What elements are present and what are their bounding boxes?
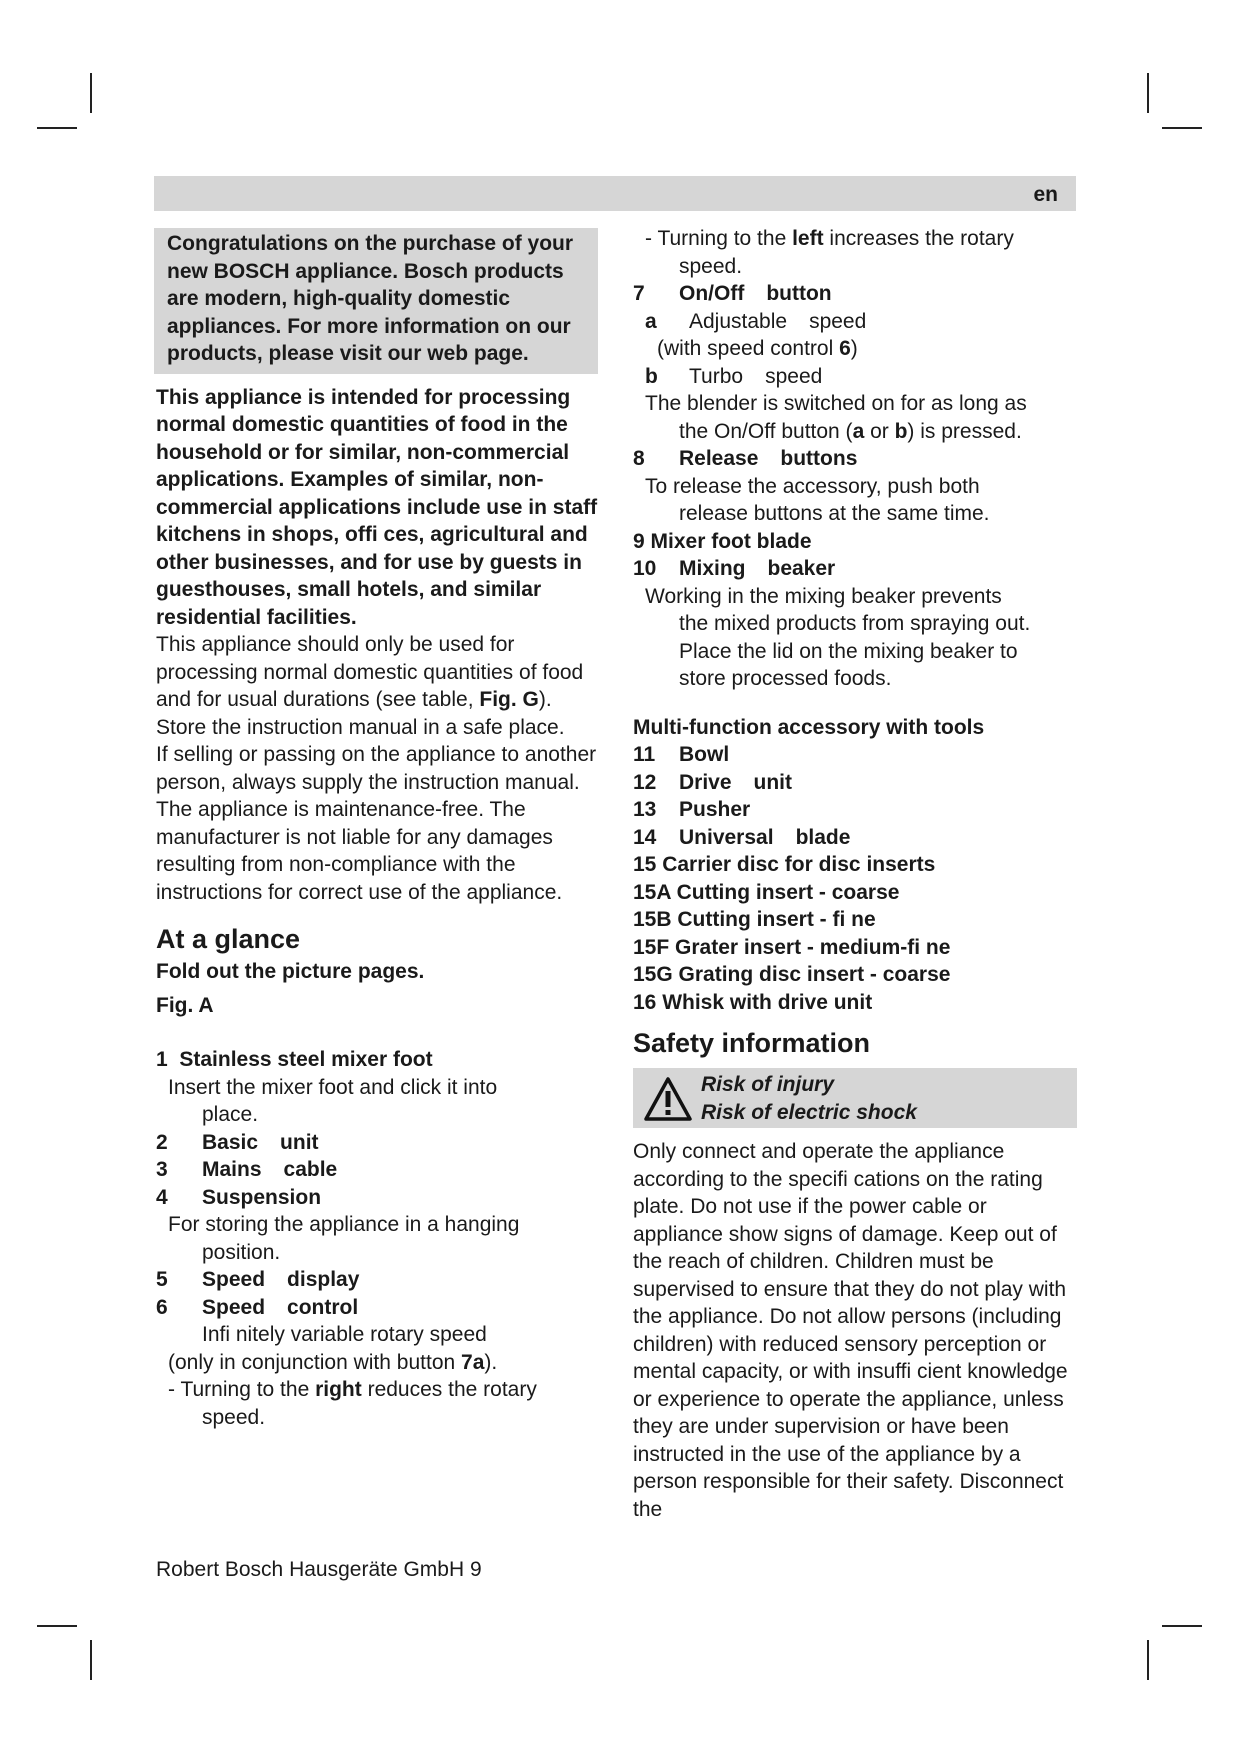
item-10-desc: Working in the mixing beaker prevents	[645, 584, 1002, 608]
crop-mark	[1162, 1625, 1202, 1627]
item-16-title: 16 Whisk with drive unit	[633, 990, 873, 1014]
intro-box: Congratulations on the purchase of your new BOSCH appliance. Bosch products are modern, high-quality domestic appliances. For more information on our products, please visit our web page.	[154, 228, 598, 374]
item-15f-title: 15F Grater insert - medium-fi ne	[633, 935, 951, 959]
crop-mark	[37, 127, 77, 129]
item-15a-title: 15A Cutting insert - coarse	[633, 880, 900, 904]
item-12-title: 12 Drive unit	[633, 770, 793, 794]
item-13-title: 13 Pusher	[633, 798, 751, 821]
crop-mark	[90, 73, 92, 113]
fig-a-label: Fig. A	[156, 993, 214, 1017]
item-15-title: 15 Carrier disc for disc inserts	[633, 853, 936, 876]
safety-text: Only connect and operate the appliance according to the specifi cations on the rating plate. Do not use if the power cable or appliance show signs of damage. Keep out of the reach of children. Children must be supervised to ensure that they do not play with the appliance. Do not allow persons (including children) with reduced sensory perception or mental capacity, or with insuffi cient knowledge or experience to operate the appliance, unless they are under supervision or have been instructed in the use of the appliance by a person responsible for their safety. Disconnect the	[633, 1140, 1068, 1521]
fold-out-note: Fold out the picture pages.	[156, 960, 425, 983]
at-a-glance-heading: At a glance	[156, 924, 301, 954]
warning-triangle-icon	[643, 1076, 693, 1122]
item-6-right-turn-cont: speed.	[202, 1405, 266, 1429]
item-10-desc-2: the mixed products from spraying out.	[679, 612, 1031, 635]
item-14-title: 14 Universal blade	[633, 825, 851, 849]
item-6-right-turn: - Turning to the right reduces the rotary	[168, 1378, 537, 1401]
header-bar	[154, 176, 1076, 211]
warning-electric-shock: Risk of electric shock	[701, 1101, 917, 1124]
item-6-desc: Infi nitely variable rotary speed	[202, 1323, 487, 1346]
item-10-desc-3: Place the lid on the mixing beaker to	[679, 639, 1018, 663]
multi-function-heading: Multi-function accessory with tools	[633, 715, 985, 739]
crop-mark	[90, 1640, 92, 1680]
item-15b-title: 15B Cutting insert - fi ne	[633, 908, 876, 931]
language-label: en	[1033, 183, 1058, 206]
item-7a-note: (with speed control 6)	[657, 337, 858, 360]
left-turn-text: - Turning to the left increases the rotary	[645, 227, 1014, 250]
item-6-title: 6 Speed control	[156, 1295, 359, 1319]
intended-use-text: This appliance is intended for processing normal domestic quantities of food in the household or for similar, non-commercial applications. Examples of similar, non-commercial applications include use in staff kitchens in shops, offi ces, agricultural and other businesses, and for use by guests in guesthouses, small hotels, and similar residential facilities.	[156, 385, 598, 629]
item-7-desc: The blender is switched on for as long as	[645, 392, 1027, 415]
item-4-desc-cont: position.	[202, 1240, 281, 1264]
warning-injury: Risk of injury	[701, 1073, 835, 1096]
crop-mark	[1147, 1640, 1149, 1680]
item-7a: a Adjustable speed	[645, 309, 867, 333]
item-7-desc-cont: the On/Off button (a or b) is pressed.	[679, 419, 1022, 443]
right-column	[633, 225, 1079, 1523]
warning-box	[633, 1068, 1077, 1128]
usage-text: This appliance should only be used for processing normal domestic quantities of food and for usual durations (see table, Fig. G). Store the instruction manual in a safe place.	[156, 633, 584, 739]
left-column	[156, 228, 602, 1431]
item-8-desc: To release the accessory, push both	[645, 474, 980, 498]
item-4-desc: For storing the appliance in a hanging	[168, 1213, 520, 1236]
item-1-desc: Insert the mixer foot and click it into	[168, 1075, 498, 1099]
crop-mark	[1162, 127, 1202, 129]
item-11-title: 11 Bowl	[633, 743, 730, 766]
item-4-title: 4 Suspension	[156, 1185, 322, 1209]
item-8-desc-cont: release buttons at the same time.	[679, 502, 990, 525]
item-1-title: 1 Stainless steel mixer foot	[156, 1048, 433, 1071]
crop-mark	[1147, 73, 1149, 113]
selling-text: If selling or passing on the appliance to another person, always supply the instruction manual. The appliance is maintenance-free. The manufacturer is not liable for any damages resulting from non-compliance with the instructions for correct use of the appliance.	[156, 743, 597, 904]
crop-mark	[37, 1625, 77, 1627]
warning-text	[701, 1071, 917, 1127]
item-7-title: 7 On/Off button	[633, 282, 832, 305]
item-8-title: 8 Release buttons	[633, 447, 858, 470]
item-15g-title: 15G Grating disc insert - coarse	[633, 963, 951, 986]
item-6-desc-cont: (only in conjunction with button 7a).	[168, 1350, 498, 1374]
safety-heading: Safety information	[633, 1028, 871, 1058]
item-9-title: 9 Mixer foot blade	[633, 529, 812, 553]
footer: Robert Bosch Hausgeräte GmbH 9	[156, 1558, 482, 1581]
item-10-title: 10 Mixing beaker	[633, 557, 836, 580]
item-3-title: 3 Mains cable	[156, 1158, 338, 1181]
item-10-desc-4: store processed foods.	[679, 667, 892, 690]
item-2-title: 2 Basic unit	[156, 1130, 319, 1154]
item-7b: b Turbo speed	[645, 364, 823, 388]
item-5-title: 5 Speed display	[156, 1268, 360, 1291]
item-1-desc-cont: place.	[202, 1103, 259, 1126]
left-turn-text-cont: speed.	[679, 254, 743, 278]
